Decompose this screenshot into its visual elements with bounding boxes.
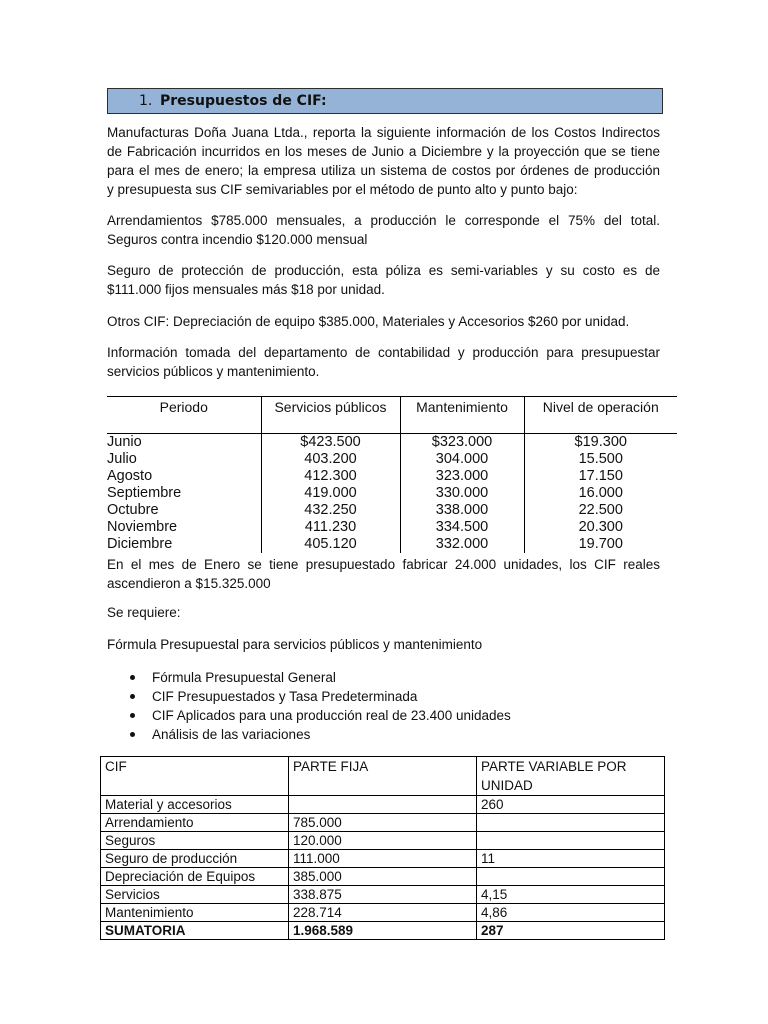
table-row (107, 485, 677, 502)
period-table (107, 396, 677, 552)
table-row (107, 468, 677, 485)
table-row (101, 796, 665, 814)
enero-paragraph (107, 555, 660, 593)
requirements-list (107, 668, 511, 744)
table-cell: 304.000 (400, 451, 524, 468)
list-item (107, 725, 511, 744)
table-row (107, 434, 677, 452)
text-line: Seguro de protección de producción, esta póliza es semi-variables y su costo es de (107, 263, 660, 278)
section-heading (107, 88, 663, 114)
column-header: PARTE VARIABLE POR UNIDAD (477, 757, 665, 796)
table-cell: 4,86 (477, 904, 665, 922)
otros-paragraph (107, 312, 660, 331)
period-table-header (107, 397, 677, 434)
table-cell: Material y accesorios (101, 796, 289, 814)
table-cell: 4,15 (477, 886, 665, 904)
column-header: CIF (101, 757, 289, 796)
table-cell: 432.250 (261, 502, 400, 519)
text-line: para el mes de enero; la empresa utiliza un sistema de costos por órdenes de producción (107, 163, 660, 178)
column-header: Mantenimiento (400, 397, 524, 434)
column-header: Periodo (107, 397, 261, 434)
list-item-label: CIF Aplicados para una producción real de 23.400 unidades (152, 708, 511, 723)
table-cell: 411.230 (261, 519, 400, 536)
list-item (107, 687, 511, 706)
table-cell: 332.000 (400, 536, 524, 553)
text-line: Otros CIF: Depreciación de equipo $385.000, Materiales y Accesorios $260 por unidad. (107, 314, 630, 329)
table-cell: Arrendamiento (101, 814, 289, 832)
table-row (107, 502, 677, 519)
formula-line (107, 635, 660, 654)
table-cell: 15.500 (524, 451, 677, 468)
table-cell: $423.500 (261, 434, 400, 452)
table-cell (477, 814, 665, 832)
text-line: En el mes de Enero se tiene presupuestado fabricar 24.000 unidades, los CIF reales (107, 557, 660, 572)
text-line: y presupuesta sus CIF semivariables por el método de punto alto y punto bajo: (107, 182, 578, 197)
text-line: Se requiere: (107, 605, 181, 620)
table-cell: 111.000 (289, 850, 477, 868)
se-requiere (107, 603, 660, 622)
table-cell: 287 (477, 922, 665, 940)
list-item-label: Análisis de las variaciones (152, 727, 311, 742)
table-row (107, 519, 677, 536)
list-item-label: Fórmula Presupuestal General (152, 670, 336, 685)
table-cell: Seguros (101, 832, 289, 850)
table-cell: 17.150 (524, 468, 677, 485)
table-row (101, 814, 665, 832)
table-cell: 385.000 (289, 868, 477, 886)
table-cell: $323.000 (400, 434, 524, 452)
text-line: de Fabricación incurridos en los meses de Junio a Diciembre y la proyección que se tiene (107, 144, 660, 159)
table-row (101, 868, 665, 886)
column-header: Servicios públicos (261, 397, 400, 434)
table-cell: Octubre (107, 502, 159, 518)
table-cell: Noviembre (107, 519, 178, 535)
text-line: Información tomada del departamento de contabilidad y producción para presupuestar (107, 345, 660, 360)
table-cell: $19.300 (524, 434, 677, 452)
table-cell: SUMATORIA (101, 922, 289, 940)
column-header: Nivel de operación (524, 397, 677, 434)
table-cell: 323.000 (400, 468, 524, 485)
bullet-icon (130, 713, 135, 718)
heading-title: Presupuestos de CIF: (160, 93, 327, 109)
table-cell: 228.714 (289, 904, 477, 922)
table-cell: Agosto (107, 468, 153, 484)
table-cell: Junio (107, 434, 261, 452)
table-row (101, 850, 665, 868)
table-cell: Septiembre (107, 485, 182, 501)
bullet-icon (130, 675, 135, 680)
table-cell: 405.120 (261, 536, 400, 553)
text-line: ascendieron a $15.325.000 (107, 576, 271, 591)
table-row (101, 886, 665, 904)
cif-table (100, 756, 665, 940)
info-paragraph (107, 343, 660, 381)
table-cell: 330.000 (400, 485, 524, 502)
table-cell: Mantenimiento (101, 904, 289, 922)
table-cell: 338.000 (400, 502, 524, 519)
table-cell: Servicios (101, 886, 289, 904)
table-cell: 338.875 (289, 886, 477, 904)
table-cell: 785.000 (289, 814, 477, 832)
table-cell: 19.700 (524, 536, 677, 553)
heading-number: 1. (139, 93, 153, 109)
table-row (101, 904, 665, 922)
table-cell: 334.500 (400, 519, 524, 536)
table-cell (289, 796, 477, 814)
table-cell: Depreciación de Equipos (101, 868, 289, 886)
table-row (107, 536, 677, 553)
table-row (107, 451, 677, 468)
table-cell: 1.968.589 (289, 922, 477, 940)
table-cell: Seguro de producción (101, 850, 289, 868)
table-cell: 16.000 (524, 485, 677, 502)
table-cell (477, 832, 665, 850)
text-line: Manufacturas Doña Juana Ltda., reporta la siguiente información de los Costos Indirectos (107, 125, 660, 140)
text-line: servicios públicos y mantenimiento. (107, 364, 320, 379)
text-line: Seguros contra incendio $120.000 mensual (107, 232, 368, 247)
bullet-icon (130, 732, 135, 737)
table-cell: 120.000 (289, 832, 477, 850)
table-cell: 419.000 (261, 485, 400, 502)
text-line: Fórmula Presupuestal para servicios públicos y mantenimiento (107, 637, 483, 652)
table-cell: 403.200 (261, 451, 400, 468)
list-item (107, 668, 511, 687)
text-line: $111.000 fijos mensuales más $18 por unidad. (107, 282, 385, 297)
text-line: Arrendamientos $785.000 mensuales, a producción le corresponde el 75% del total. (107, 213, 660, 228)
list-item (107, 706, 511, 725)
table-row (101, 832, 665, 850)
seguro-paragraph (107, 261, 660, 299)
table-cell (477, 868, 665, 886)
table-cell: 412.300 (261, 468, 400, 485)
table-cell: 11 (477, 850, 665, 868)
table-cell: 22.500 (524, 502, 677, 519)
cif-table-header (101, 757, 665, 796)
total-row (101, 922, 665, 940)
list-item-label: CIF Presupuestados y Tasa Predeterminada (152, 689, 418, 704)
table-cell: Julio (107, 451, 137, 467)
column-header: PARTE FIJA (289, 757, 477, 796)
table-cell: 260 (477, 796, 665, 814)
intro-paragraph (107, 123, 660, 199)
bullet-icon (130, 694, 135, 699)
table-cell: 20.300 (524, 519, 677, 536)
arrendamientos-paragraph (107, 211, 660, 249)
table-cell: Diciembre (107, 536, 173, 552)
